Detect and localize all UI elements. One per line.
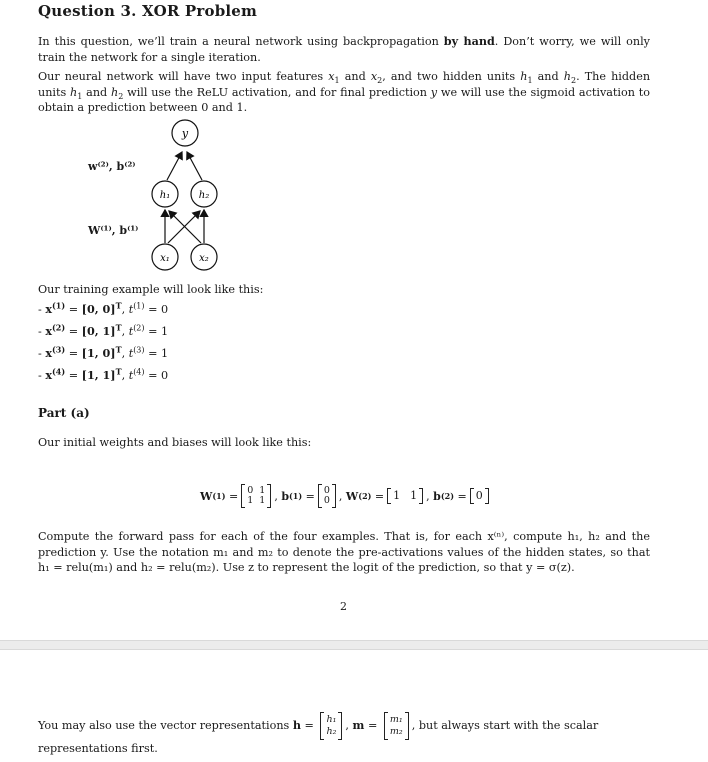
b1-vector: 0 0 [318,484,336,508]
node-y-label: y [181,127,189,140]
h-vector: h₁ h₂ [320,712,342,740]
network-diagram [140,115,240,275]
node-x2-label: x₂ [199,253,209,264]
node-x1-label: x₁ [160,253,170,264]
part-a-intro: Our initial weights and biases will look like this: [38,436,312,449]
training-intro: Our training example will look like this: [38,283,264,296]
training-example-3: - $x^{(3)} = [1$, 0]$^T$, $t^{(3)} = 1$ [38,344,169,360]
question-title: Question 3. XOR Problem [38,2,258,20]
edge-h1-y [167,152,182,180]
edge-h2-y [187,152,202,180]
part-a-heading: Part (a) [38,406,90,420]
b2-vector: 0 [470,488,489,504]
intro-paragraph-1: In this question, we’ll train a neural network using backpropagation by hand. Don’t worry, we will only train the network for a single iteration. [38,34,651,64]
node-h2-label: h₂ [198,190,210,201]
edge-x1-h2 [168,211,200,243]
intro-paragraph-2: Our neural network will have two input features $x_1$ and $x_2$, and two hidden units $h_1$ and $h_2$. The hidden units $h_1$ and $h_2$ will use the ReLU activation, and for final prediction y we will use the sigmoid activation to obtain a prediction between 0 and 1. [38,70,651,114]
m-vector: m₁ m₂ [384,712,409,740]
W2-matrix: 1 1 [387,488,423,504]
W1-matrix: 0 1 1 1 [241,484,271,508]
part-a-task: Compute the forward pass for each of the four examples. That is, for each x⁽ⁿ⁾, compute h₁, h₂ and the prediction y. Use the notation m₁ and m₂ to denote the pre-activations values of the hidden states, so that h₁ = relu(m₁) and h₂ = relu(m₂). Use z to represent the logit of the prediction, so that y = σ(z). [38,530,650,574]
initial-weights-equation: W (1) = 0 1 1 1 , b (1) = 0 0 , W (2) = 1 1 , b (2) = 0 [200,484,492,508]
training-example-2: - $x^{(2)} = [0$, 1]$^T$, $t^{(2)} = 1$ [38,322,169,338]
page-number: 2 [340,600,347,613]
node-h1-label: h₁ [159,190,171,201]
layer1-params-label: W⁽¹⁾, b⁽¹⁾ [88,224,139,237]
training-example-4: - $x^{(4)} = [1$, 1]$^T$, $t^{(4)} = 0$ [38,366,169,382]
training-example-1: - $x^{(1)} = [0$, 0]$^T$, $t^{(1)} = 0$ [38,300,169,316]
edge-x2-h1 [169,211,201,243]
page-separator [0,640,708,650]
vector-representation-note: You may also use the vector representations h = h₁ h₂ , m = m₁ m₂ , but always start with the scalar representations first. [38,714,599,755]
layer2-params-label: w⁽²⁾, b⁽²⁾ [88,160,136,173]
